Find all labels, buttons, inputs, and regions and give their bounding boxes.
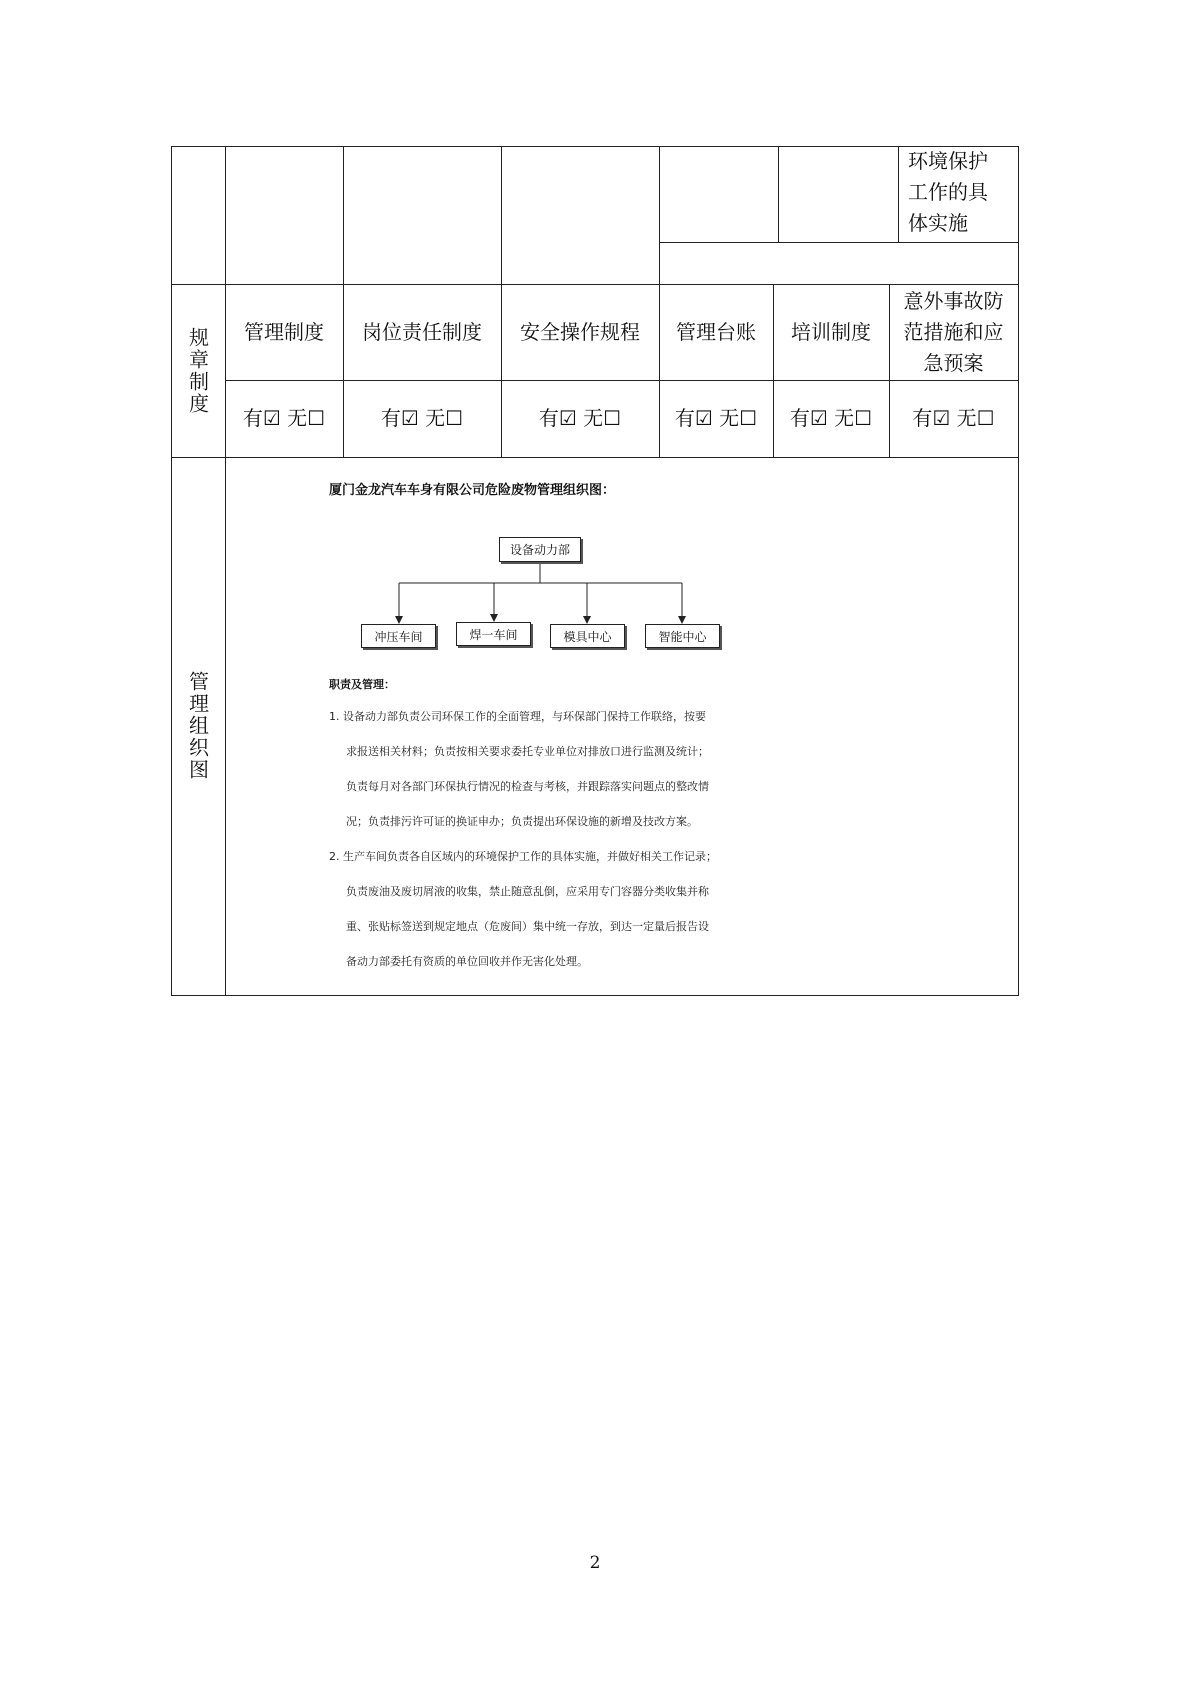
header-safety-procedure: 安全操作规程 [520,319,640,344]
status-cell: 有☑ 无☐ [242,406,326,430]
status-cell: 有☑ 无☐ [538,406,622,430]
org-row-label: 管理组织图 [185,671,210,781]
status-cell: 有☑ 无☐ [912,406,995,430]
header-management-system: 管理制度 [244,319,324,344]
header-management-ledger: 管理台账 [676,319,756,344]
org-node-stamping-workshop: 冲压车间 [361,624,436,648]
status-cell: 有☑ 无☐ [674,406,758,430]
header-training-system: 培训制度 [791,319,871,344]
responsibility-line: 况；负责排污许可证的换证申办；负责提出环保设施的新增及技改方案。 [346,815,698,828]
rules-row-label: 规章制度 [185,326,210,415]
top-cell-line: 环境保护 [908,149,988,173]
header-emergency-plan-line: 急预案 [923,350,984,375]
responsibility-line: 2. 生产车间负责各自区域内的环境保护工作的具体实施，并做好相关工作记录； [329,850,717,863]
status-cell: 有☑ 无☐ [789,406,873,430]
org-chart-title: 厦门金龙汽车车身有限公司危险废物管理组织图： [329,483,616,498]
org-node-welding-workshop: 焊一车间 [456,622,531,646]
top-cell-line: 工作的具 [908,180,988,204]
page-number: 2 [589,1553,601,1573]
responsibility-line: 求报送相关材料；负责按相关要求委托专业单位对排放口进行监测及统计； [346,745,709,758]
header-emergency-plan-line: 范措施和应 [903,319,1004,344]
responsibility-line: 负责废油及废切屑液的收集，禁止随意乱倒，应采用专门容器分类收集并称 [346,885,709,898]
top-cell-line: 体实施 [908,211,968,235]
header-job-responsibility: 岗位责任制度 [362,319,482,344]
responsibility-line: 重、张贴标签送到规定地点（危废间）集中统一存放，到达一定量后报告设 [346,920,709,933]
org-node-mold-center: 模具中心 [550,624,625,648]
responsibility-line: 备动力部委托有资质的单位回收并作无害化处理。 [346,955,588,968]
responsibility-line: 1. 设备动力部负责公司环保工作的全面管理，与环保部门保持工作联络，按要 [329,710,706,723]
responsibilities-heading: 职责及管理： [329,678,395,691]
org-node-intelligent-center: 智能中心 [645,624,720,648]
header-emergency-plan-line: 意外事故防 [903,288,1004,313]
org-node-root: 设备动力部 [499,537,581,562]
responsibility-line: 负责每月对各部门环保执行情况的检查与考核，并跟踪落实问题点的整改情 [346,780,709,793]
status-cell: 有☑ 无☐ [380,406,464,430]
